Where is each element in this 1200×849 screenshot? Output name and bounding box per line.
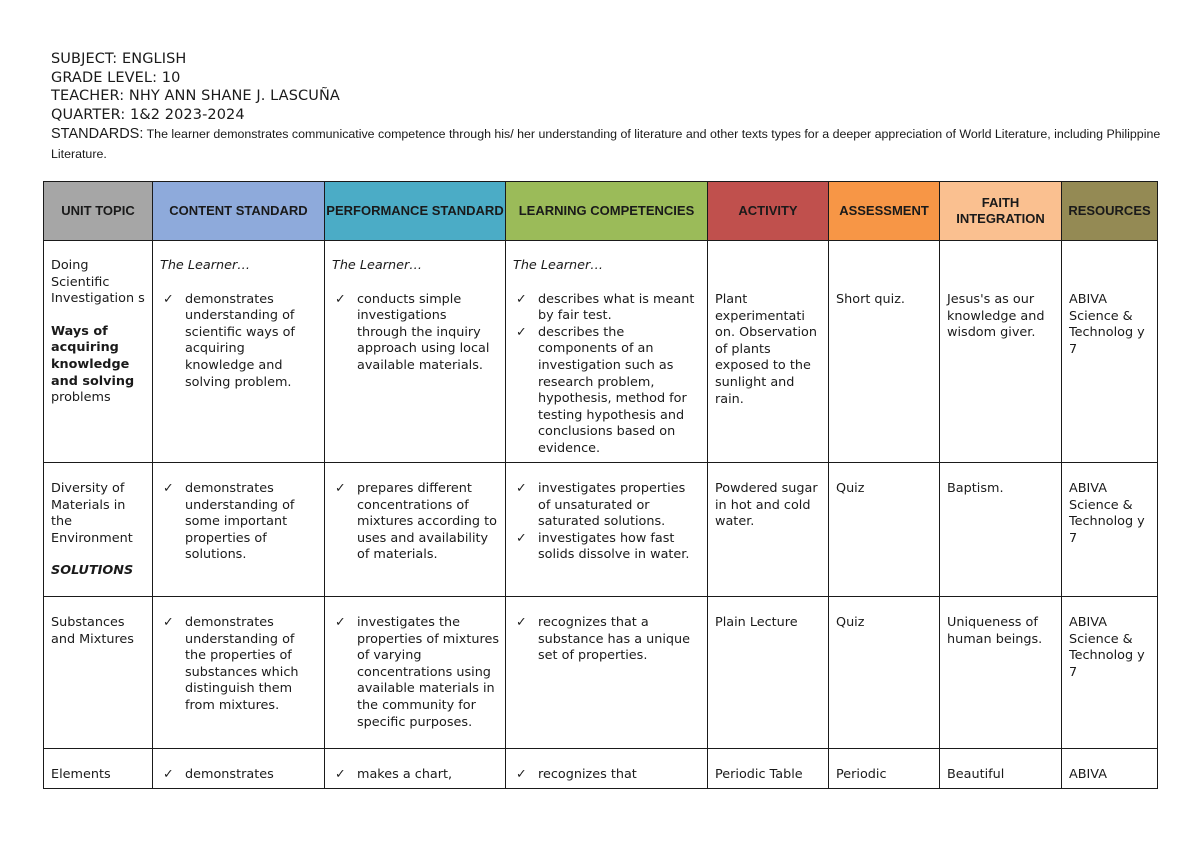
checkmark-icon: ✓	[335, 767, 346, 782]
document-header	[51, 50, 1161, 164]
faith-integration-cell: Beautiful	[940, 749, 1062, 789]
activity-cell: Plain Lecture	[708, 597, 829, 749]
list-item: ✓ demonstrates understanding of scientific ways of acquiring knowledge and solving problem.	[163, 291, 295, 390]
content-standard-cell	[153, 463, 325, 597]
list-item: ✓ demonstrates	[163, 767, 274, 782]
activity-cell: Periodic Table	[708, 749, 829, 789]
checkmark-icon: ✓	[163, 291, 174, 307]
content-standard-cell	[153, 241, 325, 463]
activity-cell: Powdered sugar in hot and cold water.	[708, 463, 829, 597]
assessment-cell: Quiz	[829, 597, 940, 749]
faith-integration-cell: Jesus's as our knowledge and wisdom giver.	[940, 241, 1062, 463]
resources-cell: ABIVA	[1062, 749, 1158, 789]
quarter-line: QUARTER: 1&2 2023-2024	[51, 106, 245, 123]
learning-competencies-cell	[506, 597, 708, 749]
list-item: ✓ recognizes that	[516, 767, 637, 782]
checkmark-icon: ✓	[516, 530, 527, 546]
topic-tail: problems	[51, 390, 111, 406]
col-header-learning-competencies: LEARNING COMPETENCIES	[506, 182, 708, 241]
lead-text: The Learner…	[160, 258, 251, 273]
lead-text: The Learner…	[332, 258, 423, 273]
col-header-unit-topic: UNIT TOPIC	[44, 182, 153, 241]
list-item: ✓ demonstrates understanding of some important properties of solutions.	[163, 481, 295, 563]
assessment-cell: Quiz	[829, 463, 940, 597]
performance-standard-cell	[325, 241, 506, 463]
resources-cell: ABIVA Science & Technolog y 7	[1062, 463, 1158, 597]
performance-standard-cell	[325, 463, 506, 597]
list-item: ✓ makes a chart,	[335, 767, 453, 782]
table-row	[44, 463, 1158, 597]
standards-label: STANDARDS:	[51, 126, 144, 142]
grade-level-line: GRADE LEVEL: 10	[51, 69, 181, 86]
table-row	[44, 749, 1158, 789]
resources-cell: ABIVA Science & Technolog y 7	[1062, 241, 1158, 463]
standards-text: The learner demonstrates communicative competence through his/ her understanding of literature and other texts types for a deeper appreciation of World Literature, including Philippine Literature.	[51, 127, 1161, 161]
checkmark-icon: ✓	[163, 767, 174, 782]
col-header-assessment: ASSESSMENT	[829, 182, 940, 241]
checkmark-icon: ✓	[335, 615, 346, 630]
topic-cell	[44, 241, 153, 463]
learning-competencies-cell	[506, 241, 708, 463]
topic-text: Substances and Mixtures	[51, 615, 134, 647]
list-item: ✓ conducts simple investigations through the inquiry approach using local available materials.	[335, 291, 490, 373]
resources-cell: ABIVA Science & Technolog y 7	[1062, 597, 1158, 749]
faith-integration-cell: Baptism.	[940, 463, 1062, 597]
col-header-resources: RESOURCES	[1062, 182, 1158, 241]
topic-text: Doing Scientific Investigation s	[51, 258, 145, 307]
topic-cell	[44, 597, 153, 749]
standards-paragraph	[51, 124, 1161, 164]
faith-integration-cell: Uniqueness of human beings.	[940, 597, 1062, 749]
subject-line: SUBJECT: ENGLISH	[51, 51, 187, 67]
list-item: ✓ describes the components of an investigation such as research problem, hypothesis, method for testing hypothesis and conclusions based on evidence.	[516, 324, 687, 456]
table-row	[44, 597, 1158, 749]
col-header-performance-standard: PERFORMANCE STANDARD	[325, 182, 506, 241]
list-item: ✓ demonstrates understanding of the properties of substances which distinguish them from mixtures.	[163, 615, 299, 713]
list-item: ✓ recognizes that a substance has a unique set of properties.	[516, 615, 690, 664]
checkmark-icon: ✓	[335, 481, 346, 496]
performance-standard-cell	[325, 749, 506, 789]
teacher-line: TEACHER: NHY ANN SHANE J. LASCUÑA	[51, 88, 340, 104]
col-header-faith-integration: FAITH INTEGRATION	[940, 182, 1062, 241]
performance-standard-cell	[325, 597, 506, 749]
list-item: ✓ prepares different concentrations of mixtures according to uses and availability of materials.	[335, 481, 497, 563]
activity-cell: Plant experimentati on. Observation of plants exposed to the sunlight and rain.	[708, 241, 829, 463]
topic-cell: Elements	[44, 749, 153, 789]
checkmark-icon: ✓	[516, 767, 527, 782]
learning-competencies-cell	[506, 749, 708, 789]
checkmark-icon: ✓	[163, 481, 174, 496]
table-row	[44, 241, 1158, 463]
col-header-activity: ACTIVITY	[708, 182, 829, 241]
lead-text: The Learner…	[513, 258, 604, 273]
learning-competencies-cell	[506, 463, 708, 597]
checkmark-icon: ✓	[335, 291, 346, 307]
col-header-content-standard: CONTENT STANDARD	[153, 182, 325, 241]
list-item: ✓ investigates the properties of mixtures of varying concentrations using available materials in the community for specific purposes.	[335, 615, 500, 730]
topic-text: Diversity of Materials in the Environment	[51, 481, 133, 546]
assessment-cell: Periodic	[829, 749, 940, 789]
assessment-cell: Short quiz.	[829, 241, 940, 463]
list-item: ✓ investigates how fast solids dissolve in water.	[516, 530, 690, 563]
topic-subtitle: Ways of acquiring knowledge and solving	[51, 323, 135, 389]
content-standard-cell	[153, 749, 325, 789]
topic-cell	[44, 463, 153, 597]
checkmark-icon: ✓	[516, 481, 527, 496]
table-header-row	[44, 182, 1158, 241]
checkmark-icon: ✓	[163, 615, 174, 630]
list-item: ✓ describes what is meant by fair test.	[516, 291, 695, 324]
checkmark-icon: ✓	[516, 615, 527, 630]
checkmark-icon: ✓	[516, 291, 527, 307]
curriculum-table	[43, 181, 1158, 789]
checkmark-icon: ✓	[516, 324, 527, 340]
content-standard-cell	[153, 597, 325, 749]
topic-subtitle: SOLUTIONS	[51, 563, 134, 579]
list-item: ✓ investigates properties of unsaturated or saturated solutions.	[516, 481, 686, 530]
